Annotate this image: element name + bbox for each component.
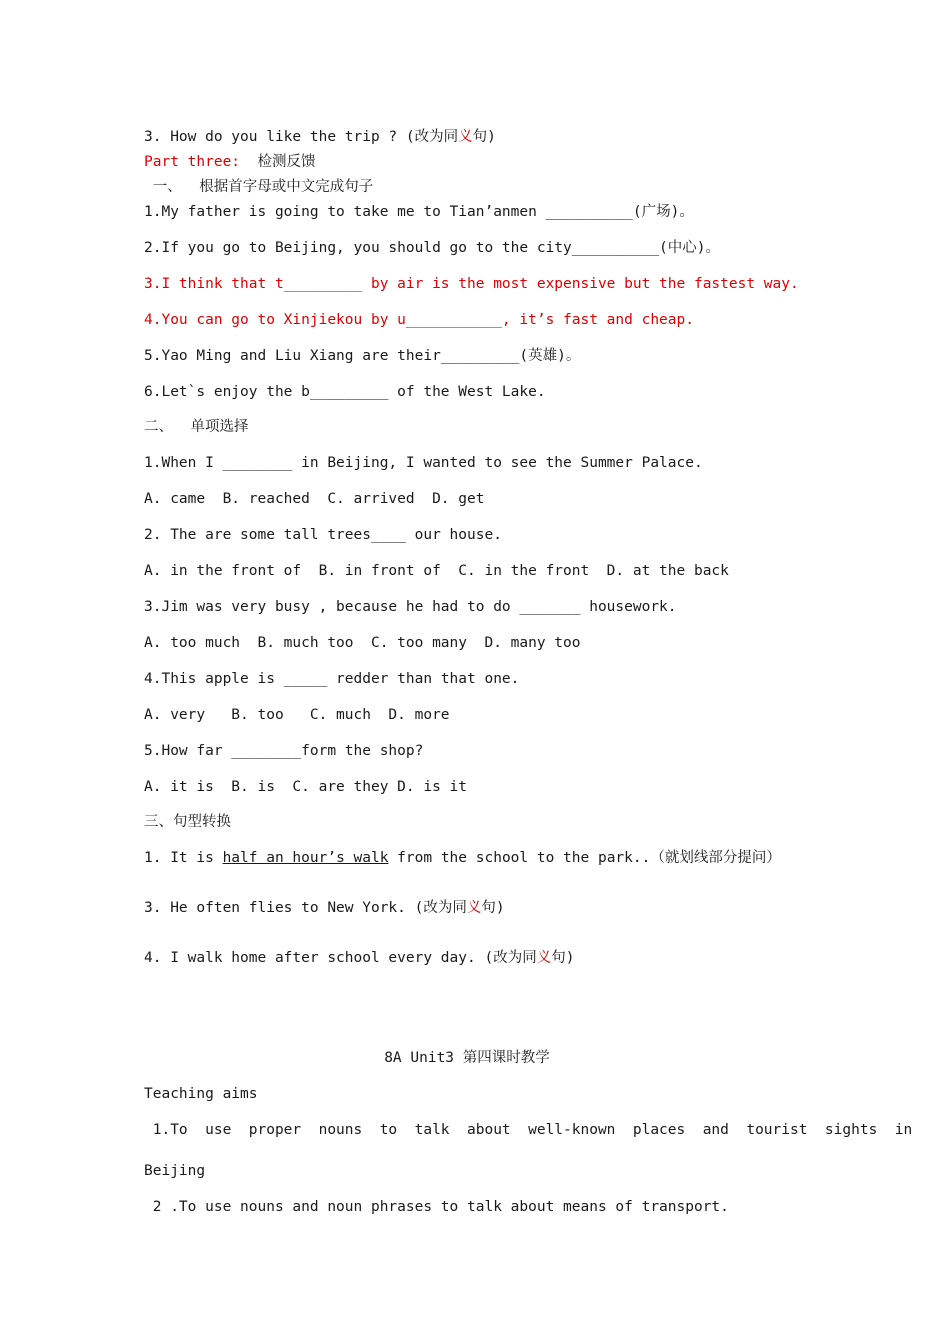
section3-item3-red-char: 义 [466,900,482,916]
section1-item: 1.My father is going to take me to Tian’anmen __________(广场)。 [144,204,694,220]
section1-item: 5.Yao Ming and Liu Xiang are their_________(英雄)。 [144,348,581,364]
teaching-aims-heading: Teaching aims [144,1086,258,1102]
section2-question: 5.How far ________form the shop? [144,743,424,759]
underlined-phrase: half an hour’s walk [222,850,389,866]
section1-item: 3.I think that t_________ by air is the most expensive but the fastest way. [144,276,799,292]
section2-options: A. came B. reached C. arrived D. get [144,491,485,507]
section2-question: 3.Jim was very busy , because he had to do _______ housework. [144,599,677,615]
section3-item-1 [144,848,781,868]
section3-item4-red-char: 义 [536,950,552,966]
section3-item3-suffix: 句) [481,900,505,916]
section2-options: A. it is B. is C. are they D. is it [144,779,468,795]
section2-options: A. very B. too C. much D. more [144,707,450,723]
part-three-title: 检测反馈 [240,154,316,170]
aim-1-line-2: Beijing [144,1163,206,1179]
aim-2: 2 .To use nouns and noun phrases to talk about means of transport. [144,1199,729,1215]
section3-item4-text: 4. I walk home after school every day. (改为同 [144,950,537,966]
section2-options: A. in the front of B. in front of C. in the front D. at the back [144,563,729,579]
section2-options: A. too much B. much too C. too many D. many too [144,635,581,651]
section3-item3-text: 3. He often flies to New York. (改为同 [144,900,467,916]
section1-item: 6.Let`s enjoy the b_________ of the West Lake. [144,384,546,400]
section2-heading: 二、 单项选择 [144,419,249,435]
top-item-red-char: 义 [458,129,473,145]
lesson-title: 8A Unit3 第四课时教学 [384,1050,550,1066]
section2-question: 4.This apple is _____ redder than that one. [144,671,520,687]
aim-1-line-1: 1.To use proper nouns to talk about well-known places and tourist sights in [144,1122,913,1138]
top-item-suffix: 句) [472,129,496,145]
section1-item: 2.If you go to Beijing, you should go to the city__________(中心)。 [144,240,721,256]
section3-heading: 三、句型转换 [144,814,231,830]
section3-item-3 [144,898,505,918]
section3-item4-suffix: 句) [551,950,575,966]
section3-item-4 [144,948,574,968]
section3-item1-prefix: 1. It is [144,850,223,866]
section1-heading: 一、 根据首字母或中文完成句子 [144,179,374,195]
top-item-3 [144,127,496,147]
top-item-text: 3. How do you like the trip ? (改为同 [144,129,459,145]
section3-item1-suffix: from the school to the park..（就划线部分提问） [388,850,781,866]
section2-question: 2. The are some tall trees____ our house. [144,527,502,543]
section1-item: 4.You can go to Xinjiekou by u___________, it’s fast and cheap. [144,312,694,328]
part-three-heading [144,152,316,172]
section2-question: 1.When I ________ in Beijing, I wanted to see the Summer Palace. [144,455,703,471]
part-three-label: Part three: [144,154,241,170]
